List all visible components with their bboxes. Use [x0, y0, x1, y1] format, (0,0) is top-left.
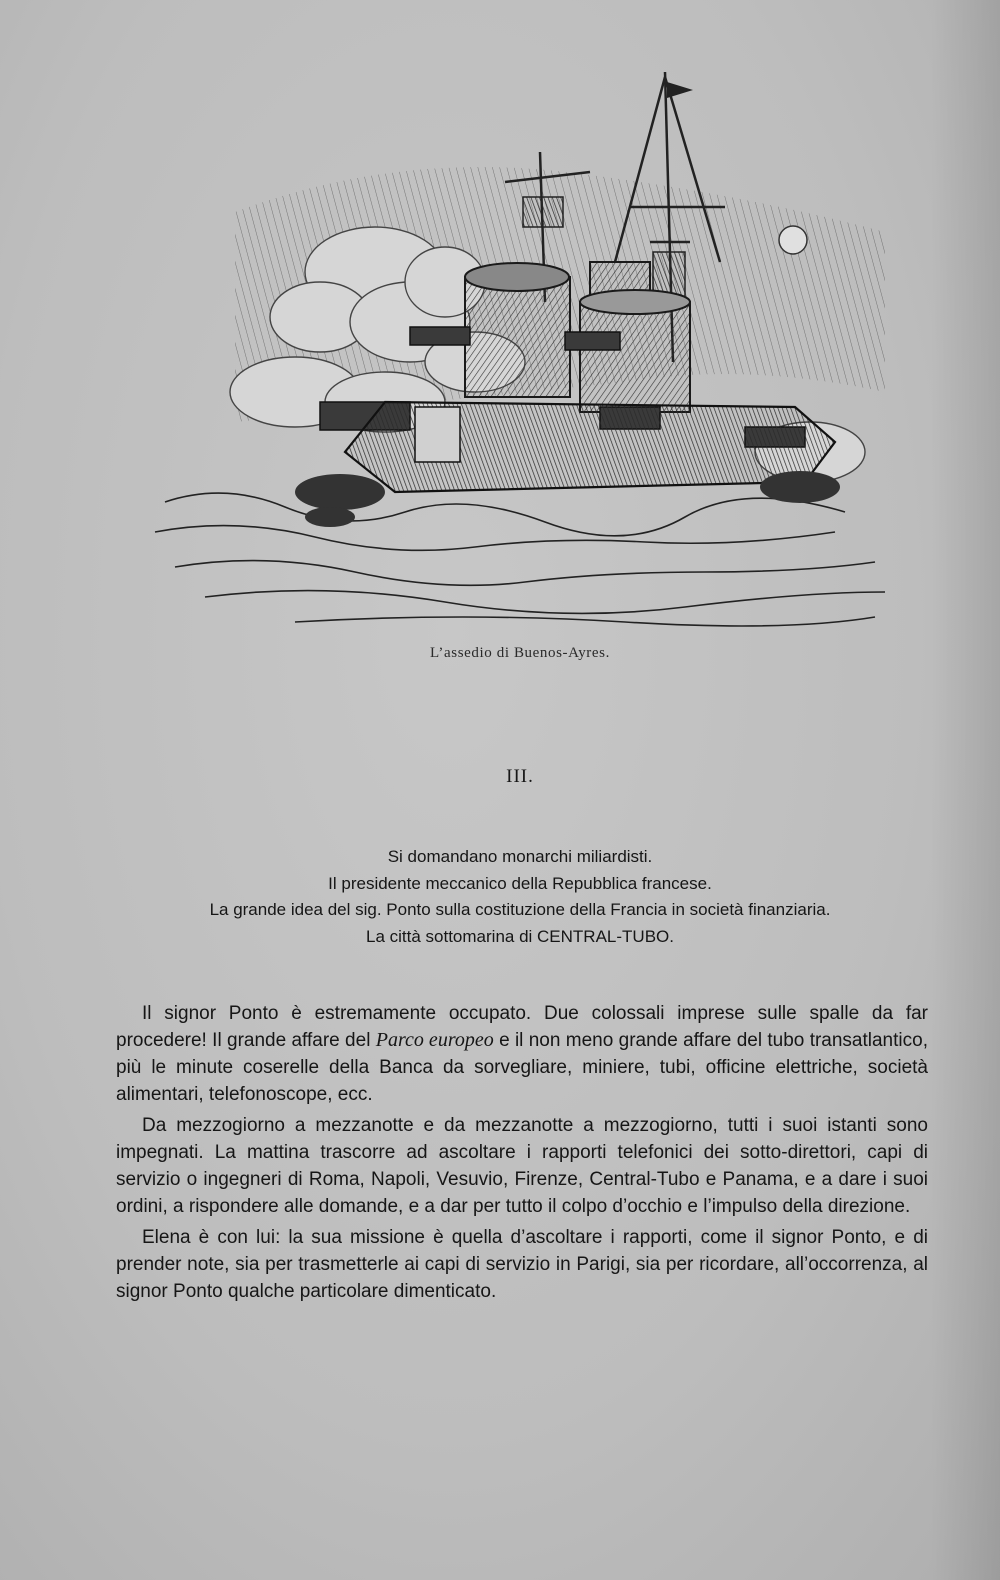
paragraph-3-text: Elena è con lui: la sua missione è quella d’ascoltare i rapporti, come il signor Ponto, e di prender note, sia per trasmetterle ai capi di servizio in Parigi, sia per ricordare, all’occorrenza, al signor Ponto qualche particolare dimenticato. [116, 1227, 928, 1302]
body-text [116, 1000, 928, 1309]
chapter-summary [110, 844, 930, 950]
paragraph-1-end: e il non meno grande affare del tubo transatlantico, più le minute coserelle della Banca da sorvegliare, miniere, tubi, officine elettriche, società alimentari, telefonoscope, ecc. [116, 1030, 928, 1105]
paragraph-1-italic: Parco europeo [375, 1029, 494, 1051]
summary-line: Il presidente meccanico della Repubblica francese. [328, 873, 712, 893]
summary-line: La grande idea del sig. Ponto sulla costituzione della Francia in società finanziaria. [209, 900, 831, 919]
chapter-number: III. [506, 766, 534, 787]
battleship-engraving-illustration [145, 62, 895, 632]
summary-line: La città sottomarina di CENTRAL-TUBO. [366, 926, 674, 946]
illustration-caption: L’assedio di Buenos-Ayres. [430, 645, 610, 661]
paragraph-1 [116, 1000, 928, 1108]
page-edge-shadow [930, 0, 1000, 1580]
paragraph-2-text: Da mezzogiorno a mezzanotte e da mezzanotte a mezzogiorno, tutti i suoi istanti sono impegnati. La mattina trascorre ad ascoltare i rapporti telefonici dei sotto-direttori, capi di servizio o ingegneri di Roma, Napoli, Vesuvio, Firenze, Central-Tubo e Panama, e a dare i suoi ordini, a rispondere alle domande, e a dar per tutto il colpo d’occhio e l’impulso della direzione. [116, 1115, 928, 1217]
paragraph-2 [116, 1112, 928, 1220]
summary-line: Si domandano monarchi miliardisti. [387, 847, 653, 866]
paragraph-1-start: Il signor Ponto è estremamente occupato. Due colossali imprese sulle spalle da far procedere! Il grande affare del [116, 1003, 928, 1051]
paragraph-3 [116, 1224, 928, 1305]
